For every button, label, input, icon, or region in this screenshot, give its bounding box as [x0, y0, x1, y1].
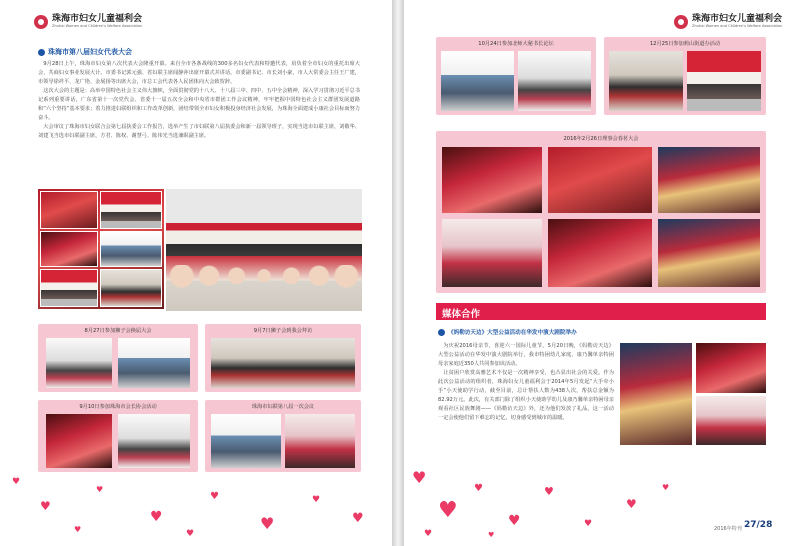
right-page — [404, 0, 800, 546]
media-section-title: 媒体合作 — [442, 309, 481, 320]
heart-icon: ♥ — [662, 483, 670, 492]
heart-icon: ♥ — [260, 514, 275, 533]
org-name-en: Zhuhai Women and Children's Welfare Association — [692, 24, 783, 28]
event-photo — [118, 414, 190, 468]
photo-caption: 8月27日参加狮子会换届大会 — [84, 328, 152, 334]
photo-caption: 12月25日参加莉山街道办活动 — [649, 41, 721, 47]
photo-card — [205, 400, 361, 472]
people-row — [166, 265, 362, 302]
heart-icon: ♥ — [150, 509, 163, 525]
photo-caption: 9月10日参加珠海市会长协会活动 — [79, 404, 157, 410]
article-body — [38, 60, 360, 141]
photo-card — [436, 37, 596, 115]
org-name: 珠海市妇女儿童福利会 — [52, 14, 143, 24]
heart-icon: ♥ — [474, 483, 483, 494]
media-section-bar — [436, 303, 766, 320]
section-title — [38, 47, 132, 57]
congress-photo-collage — [38, 189, 164, 309]
org-name: 珠海市妇女儿童福利会 — [692, 14, 783, 24]
event-photo — [442, 147, 542, 213]
event-photo — [118, 338, 190, 388]
photo-card — [604, 37, 766, 115]
heart-icon: ♥ — [352, 511, 364, 526]
org-logo — [674, 14, 782, 29]
logo-emblem-icon — [674, 15, 688, 29]
paragraph: 大会审议了珠海市妇女联合会第七届执委会工作报告，选举产生了市妇联第八届执委会和新一届领导班子，实现当选市妇联主席，刘敬华、刘建飞当选市妇联副主席，方君、陈权、谢慧弓、陈伟光当选兼职副主席。 — [38, 124, 360, 139]
heart-icon: ♥ — [508, 513, 521, 529]
event-photo — [46, 338, 112, 388]
paragraph: 9月28日上午，珠海市妇女第八次代表大会隆重开幕。来自全市各条战线的300多名妇女代表和特邀代表，肩负着全市妇女的重托出席大会，共商妇女事业发展大计。市委书记郭元强、省妇联主席闻静萍出席开幕式并讲话。市委副书记、市长刘小豪，市人大常委会主任王广建，市领导徐祥平、龙广艳、金展扬等出席大会，市总工会代表各人民团体向大会致贺辞。 — [38, 61, 360, 85]
heart-icon: ♥ — [186, 529, 195, 539]
org-name-en: Zhuhai Women and Children's Welfare Association — [52, 24, 143, 28]
issue-label: 2016年特刊 — [714, 526, 742, 532]
collage-photo — [100, 231, 162, 267]
heart-icon: ♥ — [312, 495, 321, 505]
collage-photo — [100, 191, 162, 229]
heart-icon: ♥ — [626, 497, 637, 511]
left-page — [0, 0, 392, 546]
event-photo — [46, 414, 112, 468]
media-subtitle — [438, 328, 577, 336]
photo-card — [38, 400, 198, 472]
congress-group-photo — [166, 189, 362, 311]
event-photo — [211, 338, 355, 388]
event-photo — [518, 51, 591, 111]
section-title-text: 珠海市第八届妇女代表大会 — [48, 48, 132, 56]
theater-photo — [696, 396, 766, 445]
event-photo — [285, 414, 355, 468]
heart-icon: ♥ — [96, 485, 104, 494]
heart-icon: ♥ — [488, 531, 495, 539]
event-photo — [211, 414, 281, 468]
event-photo — [441, 51, 514, 111]
event-photo — [609, 51, 683, 111]
photo-caption: 10月24日参加北师大秘书长论坛 — [478, 41, 554, 47]
media-subtitle-text: 《妈勒访天边》大型公益活动在华发中演大剧院举办 — [448, 330, 577, 336]
photo-caption: 2016年2月26日理事会春茗大会 — [563, 136, 639, 142]
photo-caption: 9月7日狮子会到我会拜访 — [253, 328, 313, 334]
heart-icon: ♥ — [584, 519, 593, 529]
photo-caption: 珠海市妇联第八届一次会议 — [251, 404, 315, 410]
event-photo — [442, 219, 542, 287]
event-photo — [548, 147, 652, 213]
heart-icon: ♥ — [74, 525, 82, 534]
collage-photo — [40, 231, 98, 267]
paragraph: 这次大会的主题是：高举中国特色社会主义伟大旗帜，全面贯彻党的十八大、十八届三中、四中、五中全会精神，深入学习贯彻习近平总书记系列重要讲话，广东省第十一次党代会、省委十一届五次全会和中央省市群团工作会议精神，牢牢把握中国特色社会主义群团发展道路和“六个坚持”基本要求；着力推进妇联组织和工作改革创新，团结带领全市妇女积极投身经济社会发展，为珠海全面建成小康社会目标而努力奋斗。 — [38, 88, 360, 121]
heart-icon: ♥ — [40, 499, 51, 513]
paragraph: 为庆祝2016母亲节，喜迎六一国际儿童节，5月20日晚，《妈勒访天边》大型公益活动在华发中演大剧院举行，我市特困幼儿家庭、康乃馨单亲特困母亲家庭近350人共同参加该活动。 — [438, 343, 614, 367]
event-photo — [687, 51, 761, 111]
heart-icon: ♥ — [544, 485, 554, 498]
event-photo — [658, 219, 760, 287]
photo-card — [38, 324, 198, 392]
event-photo — [548, 219, 652, 287]
theater-photo — [620, 343, 692, 445]
org-logo — [34, 14, 142, 29]
heart-icon: ♥ — [424, 529, 433, 539]
section-bullet-icon — [38, 49, 45, 56]
media-article-body — [438, 342, 614, 423]
heart-icon: ♥ — [438, 498, 458, 523]
theater-photo — [696, 343, 766, 393]
photo-card — [205, 324, 361, 392]
photo-card — [436, 131, 766, 293]
logo-emblem-icon — [34, 15, 48, 29]
heart-icon: ♥ — [12, 477, 21, 487]
collage-photo — [100, 269, 162, 307]
heart-icon: ♥ — [210, 491, 219, 502]
collage-photo — [40, 269, 98, 307]
paragraph: 让贫困户欣赏高雅艺术不仅是一次精神享受，也凸显出社会的关爱。作为此次公益活动的组织者，珠海妇女儿童福利会于2014年5月发起“大手牵小手”小天使助学行动，截至目前，总计帮扶人数为438人次，帮扶总金额为82.92万元。此次，有关部门除了组织小天使助学幼儿及康乃馨单亲特困母亲观看社区民族舞剧——《妈勒访天边》外，还为他们发放了礼品，这一活动一定会使他们留下难忘的记忆，切身感受到城市的温暖。 — [438, 370, 614, 421]
book-gutter — [392, 0, 404, 546]
collage-photo — [40, 191, 98, 229]
subtitle-bullet-icon — [438, 329, 445, 336]
event-photo — [658, 147, 760, 213]
heart-icon: ♥ — [412, 468, 427, 487]
page-numbers: 27/28 — [744, 520, 773, 530]
